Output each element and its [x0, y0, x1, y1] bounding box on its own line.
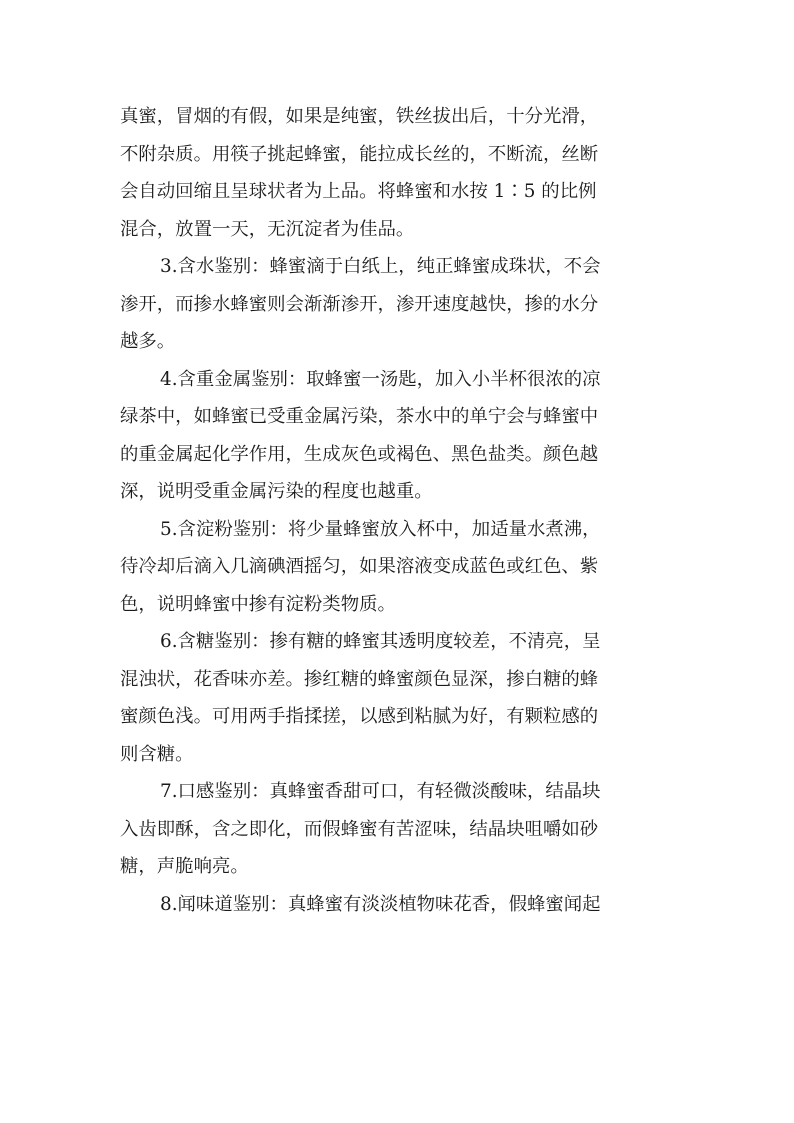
text-line: 混浊状，花香味亦差。掺红糖的蜂蜜颜色显深，掺白糖的蜂 — [120, 668, 599, 690]
text-line: 则含糖。 — [120, 743, 194, 765]
paragraph-heavy-metal-test — [120, 361, 690, 511]
text-line: 渗开，而掺水蜂蜜则会渐渐渗开，渗开速度越快，掺的水分 — [120, 293, 599, 315]
text-line: 会自动回缩且呈球状者为上品。将蜂蜜和水按 1∶5 的比例 — [120, 181, 597, 202]
text-line: 深，说明受重金属污染的程度也越重。 — [120, 481, 433, 502]
text-line: 4.含重金属鉴别：取蜂蜜一汤匙，加入小半杯很浓的凉 — [160, 368, 601, 390]
text-line: 真蜜，冒烟的有假，如果是纯蜜，铁丝拔出后，十分光滑， — [120, 106, 599, 127]
text-line: 混合，放置一天，无沉淀者为佳品。 — [120, 218, 415, 240]
text-line: 色，说明蜂蜜中掺有淀粉类物质。 — [120, 593, 396, 615]
text-line: 的重金属起化学作用，生成灰色或褐色、黑色盐类。颜色越 — [120, 443, 599, 465]
text-line: 绿茶中，如蜂蜜已受重金属污染，茶水中的单宁会与蜂蜜中 — [120, 406, 599, 427]
text-line: 蜜颜色浅。可用两手指揉搓，以感到粘腻为好，有颗粒感的 — [120, 706, 599, 727]
text-line: 入齿即酥，含之即化，而假蜂蜜有苦涩味，结晶块咀嚼如砂 — [120, 818, 599, 840]
text-line: 6.含糖鉴别：掺有糖的蜂蜜其透明度较差，不清亮，呈 — [160, 631, 601, 652]
paragraph-taste-test — [120, 773, 690, 886]
paragraph-smell-test — [120, 886, 690, 924]
paragraph-sugar-test — [120, 623, 690, 773]
text-line: 3.含水鉴别：蜂蜜滴于白纸上，纯正蜂蜜成珠状，不会 — [160, 256, 601, 277]
document-body — [120, 98, 690, 923]
paragraph-starch-test — [120, 511, 690, 624]
text-line: 越多。 — [120, 331, 176, 352]
text-line: 糖，声脆响亮。 — [120, 856, 249, 877]
text-line: 8.闻味道鉴别：真蜂蜜有淡淡植物味花香，假蜂蜜闻起 — [160, 893, 601, 915]
text-line: 待冷却后滴入几滴碘酒摇匀，如果溶液变成蓝色或红色、紫 — [120, 556, 599, 577]
paragraph-continuation — [120, 98, 690, 248]
text-line: 不附杂质。用筷子挑起蜂蜜，能拉成长丝的，不断流，丝断 — [120, 143, 599, 165]
text-line: 7.口感鉴别：真蜂蜜香甜可口，有轻微淡酸味，结晶块 — [160, 781, 601, 802]
paragraph-water-test — [120, 248, 690, 361]
text-line: 5.含淀粉鉴别：将少量蜂蜜放入杯中，加适量水煮沸， — [160, 518, 601, 540]
